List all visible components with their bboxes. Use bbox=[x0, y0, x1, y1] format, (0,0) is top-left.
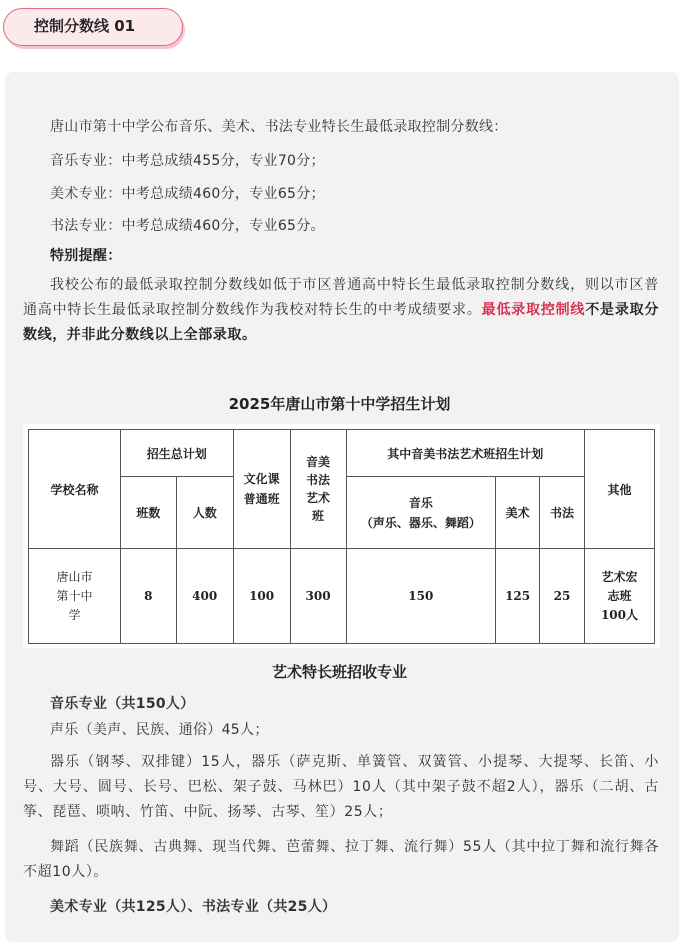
music-score-line: 音乐专业：中考总成绩455分，专业70分； bbox=[50, 153, 325, 169]
art-score-line: 美术专业：中考总成绩460分，专业65分； bbox=[50, 186, 325, 202]
vocal-line: 声乐（美声、民族、通俗）45人； bbox=[50, 722, 269, 738]
cell-people: 400 bbox=[176, 549, 233, 644]
header-music-sub: （声乐、器乐、舞蹈） bbox=[360, 515, 481, 530]
header-art: 美术 bbox=[496, 477, 540, 549]
plan-title: 2025年唐山市第十中学招生计划 bbox=[228, 395, 451, 413]
header-people: 人数 bbox=[176, 477, 233, 549]
cell-arts-class: 300 bbox=[290, 549, 346, 644]
reminder-paragraph bbox=[23, 273, 659, 348]
cell-classes: 8 bbox=[120, 549, 176, 644]
cell-other: 艺术宏志班100人 bbox=[584, 549, 654, 644]
section-badge-label: 控制分数线 01 bbox=[34, 17, 136, 35]
cell-culture: 100 bbox=[233, 549, 290, 644]
plan-table-frame bbox=[23, 424, 660, 648]
dance-paragraph: 舞蹈（民族舞、古典舞、现当代舞、芭蕾舞、拉丁舞、流行舞）55人（其中拉丁舞和流行舞各不超10人）。 bbox=[23, 839, 659, 880]
reminder-bold-text: 不是录取分数线，并非此分数线以上全部录取。 bbox=[23, 302, 660, 343]
calligraphy-score-line: 书法专业：中考总成绩460分，专业65分。 bbox=[50, 218, 325, 234]
cell-calligraphy: 25 bbox=[540, 549, 585, 644]
header-total-plan: 招生总计划 bbox=[120, 430, 233, 477]
plan-table bbox=[28, 429, 655, 644]
header-school: 学校名称 bbox=[29, 430, 121, 549]
header-music bbox=[346, 477, 496, 549]
cell-school: 唐山市第十中学 bbox=[29, 549, 121, 644]
reminder-title: 特别提醒： bbox=[50, 248, 122, 264]
cell-art: 125 bbox=[496, 549, 540, 644]
majors-title: 艺术特长班招收专业 bbox=[271, 663, 407, 681]
reminder-body: 我校公布的最低录取控制分数线如低于市区普通高中特长生最低录取控制分数线，则以市区普通高中特长生最低录取控制分数线作为我校对特长生的中考成绩要求。 bbox=[23, 277, 659, 318]
header-other: 其他 bbox=[584, 430, 654, 549]
music-major-title: 音乐专业（共150人） bbox=[50, 696, 195, 712]
reminder-red-text: 最低录取控制线 bbox=[481, 302, 586, 318]
intro-line: 唐山市第十中学公布音乐、美术、书法专业特长生最低录取控制分数线： bbox=[50, 119, 508, 135]
header-sub-plan: 其中音美书法艺术班招生计划 bbox=[346, 430, 584, 477]
instrument-paragraph: 器乐（钢琴、双排键）15人，器乐（萨克斯、单簧管、双簧管、小提琴、大提琴、长笛、小号、大号、圆号、长号、巴松、架子鼓、马林巴）10人（其中架子鼓不超2人），器乐（二胡、古筝、琵琶、唢呐、竹笛、中阮、扬琴、古琴、笙）25人； bbox=[23, 754, 659, 820]
header-arts-class: 音美书法艺术班 bbox=[290, 430, 346, 549]
section-badge bbox=[3, 8, 183, 46]
header-culture: 文化课普通班 bbox=[233, 430, 290, 549]
header-calligraphy: 书法 bbox=[540, 477, 585, 549]
cell-music: 150 bbox=[346, 549, 496, 644]
header-music-label: 音乐 bbox=[408, 495, 433, 510]
header-classes: 班数 bbox=[120, 477, 176, 549]
art-calligraphy-title: 美术专业（共125人）、书法专业（共25人） bbox=[50, 899, 337, 915]
